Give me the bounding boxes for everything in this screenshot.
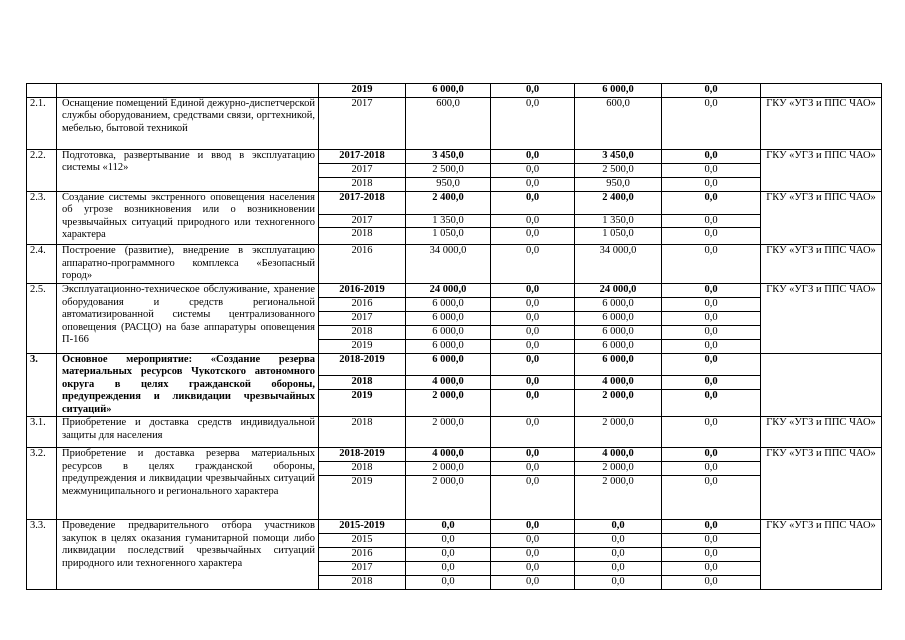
- federal-budget-cell: 0,0: [491, 284, 575, 298]
- local-budget-cell: 0,0: [662, 326, 761, 340]
- district-budget-cell: 600,0: [575, 97, 662, 149]
- local-budget-cell: 0,0: [662, 476, 761, 520]
- year-cell: 2017: [319, 163, 406, 177]
- responsible-organization-cell: ГКУ «УГЗ и ППС ЧАО»: [761, 97, 882, 149]
- local-budget-cell: 0,0: [662, 177, 761, 191]
- federal-budget-cell: 0,0: [491, 326, 575, 340]
- responsible-organization-cell: ГКУ «УГЗ и ППС ЧАО»: [761, 520, 882, 590]
- year-cell: 2019: [319, 389, 406, 416]
- district-budget-cell: 6 000,0: [575, 84, 662, 98]
- total-amount-cell: 6 000,0: [406, 353, 491, 375]
- district-budget-cell: 0,0: [575, 575, 662, 589]
- table-row: [27, 149, 882, 163]
- total-amount-cell: 0,0: [406, 534, 491, 548]
- local-budget-cell: 0,0: [662, 547, 761, 561]
- year-cell: 2018: [319, 417, 406, 448]
- total-amount-cell: 34 000,0: [406, 245, 491, 284]
- local-budget-cell: 0,0: [662, 520, 761, 534]
- local-budget-cell: 0,0: [662, 389, 761, 416]
- district-budget-cell: 34 000,0: [575, 245, 662, 284]
- local-budget-cell: 0,0: [662, 375, 761, 389]
- responsible-organization-cell: ГКУ «УГЗ и ППС ЧАО»: [761, 149, 882, 191]
- total-amount-cell: 6 000,0: [406, 312, 491, 326]
- total-amount-cell: 6 000,0: [406, 84, 491, 98]
- local-budget-cell: 0,0: [662, 534, 761, 548]
- federal-budget-cell: 0,0: [491, 476, 575, 520]
- district-budget-cell: 24 000,0: [575, 284, 662, 298]
- federal-budget-cell: 0,0: [491, 177, 575, 191]
- table-row: [27, 245, 882, 284]
- federal-budget-cell: 0,0: [491, 97, 575, 149]
- federal-budget-cell: 0,0: [491, 417, 575, 448]
- local-budget-cell: 0,0: [662, 97, 761, 149]
- year-cell: 2016-2019: [319, 284, 406, 298]
- federal-budget-cell: 0,0: [491, 534, 575, 548]
- year-cell: 2018: [319, 462, 406, 476]
- year-cell: 2018: [319, 375, 406, 389]
- district-budget-cell: 4 000,0: [575, 375, 662, 389]
- local-budget-cell: 0,0: [662, 340, 761, 354]
- year-cell: 2016: [319, 547, 406, 561]
- federal-budget-cell: 0,0: [491, 298, 575, 312]
- federal-budget-cell: 0,0: [491, 245, 575, 284]
- local-budget-cell: 0,0: [662, 149, 761, 163]
- local-budget-cell: 0,0: [662, 462, 761, 476]
- table-row: [27, 520, 882, 534]
- local-budget-cell: 0,0: [662, 284, 761, 298]
- year-cell: 2018-2019: [319, 448, 406, 462]
- total-amount-cell: 2 000,0: [406, 462, 491, 476]
- year-cell: 2017: [319, 97, 406, 149]
- federal-budget-cell: 0,0: [491, 575, 575, 589]
- federal-budget-cell: 0,0: [491, 228, 575, 245]
- activity-description-cell: Основное мероприятие: «Создание резерва материальных ресурсов Чукотского автономного округа в целях гражданской обороны, предупреждения и ликвидации чрезвычайных ситуаций»: [57, 353, 319, 417]
- federal-budget-cell: 0,0: [491, 340, 575, 354]
- local-budget-cell: 0,0: [662, 214, 761, 228]
- district-budget-cell: 950,0: [575, 177, 662, 191]
- responsible-organization-cell: [761, 353, 882, 417]
- year-cell: 2018-2019: [319, 353, 406, 375]
- year-cell: 2017-2018: [319, 191, 406, 214]
- item-number-cell: 3.2.: [27, 448, 57, 520]
- district-budget-cell: 6 000,0: [575, 340, 662, 354]
- document-page: [26, 83, 881, 590]
- year-cell: 2017: [319, 312, 406, 326]
- federal-budget-cell: 0,0: [491, 375, 575, 389]
- table-row: [27, 284, 882, 298]
- total-amount-cell: 4 000,0: [406, 375, 491, 389]
- district-budget-cell: 0,0: [575, 547, 662, 561]
- federal-budget-cell: 0,0: [491, 448, 575, 462]
- item-number-cell: 3.: [27, 353, 57, 417]
- district-budget-cell: 1 350,0: [575, 214, 662, 228]
- activity-description-cell: Приобретение и доставка средств индивидуальной защиты для населения: [57, 417, 319, 448]
- activity-description-cell: Приобретение и доставка резерва материальных ресурсов в целях гражданской обороны, предупреждения и ликвидации чрезвычайных ситуаций межмуниципального и регионального характера: [57, 448, 319, 520]
- item-number-cell: 2.3.: [27, 191, 57, 245]
- total-amount-cell: 6 000,0: [406, 326, 491, 340]
- total-amount-cell: 2 000,0: [406, 389, 491, 416]
- table-row: [27, 353, 882, 375]
- total-amount-cell: 950,0: [406, 177, 491, 191]
- total-amount-cell: 2 000,0: [406, 417, 491, 448]
- year-cell: 2019: [319, 476, 406, 520]
- year-cell: 2015: [319, 534, 406, 548]
- year-cell: 2016: [319, 298, 406, 312]
- local-budget-cell: 0,0: [662, 448, 761, 462]
- activity-description-cell: Оснащение помещений Единой дежурно-диспетчерской службы оборудованием, средствами связи, оргтехникой, мебелью, бытовой техникой: [57, 97, 319, 149]
- item-number-cell: 3.3.: [27, 520, 57, 590]
- district-budget-cell: 6 000,0: [575, 353, 662, 375]
- federal-budget-cell: 0,0: [491, 191, 575, 214]
- activity-description-cell: Проведение предварительного отбора участников закупок в целях оказания гуманитарной помощи либо ликвидации последствий чрезвычайных ситуаций природного или техногенного характера: [57, 520, 319, 590]
- year-cell: 2018: [319, 326, 406, 340]
- local-budget-cell: 0,0: [662, 417, 761, 448]
- total-amount-cell: 6 000,0: [406, 298, 491, 312]
- district-budget-cell: 6 000,0: [575, 326, 662, 340]
- responsible-organization-cell: ГКУ «УГЗ и ППС ЧАО»: [761, 417, 882, 448]
- item-number-cell: [27, 84, 57, 98]
- district-budget-cell: 6 000,0: [575, 298, 662, 312]
- total-amount-cell: 4 000,0: [406, 448, 491, 462]
- activity-description-cell: Эксплуатационно-техническое обслуживание, хранение оборудования и средств региональной автоматизированной системы централизованного оповещения (РАСЦО) на базе аппаратуры оповещения П-166: [57, 284, 319, 354]
- local-budget-cell: 0,0: [662, 228, 761, 245]
- district-budget-cell: 0,0: [575, 534, 662, 548]
- federal-budget-cell: 0,0: [491, 149, 575, 163]
- activity-description-cell: Построение (развитие), внедрение в эксплуатацию аппаратно-программного комплекса «Безопасный город»: [57, 245, 319, 284]
- item-number-cell: 2.5.: [27, 284, 57, 354]
- local-budget-cell: 0,0: [662, 84, 761, 98]
- year-cell: 2017-2018: [319, 149, 406, 163]
- district-budget-cell: 6 000,0: [575, 312, 662, 326]
- district-budget-cell: 2 000,0: [575, 476, 662, 520]
- federal-budget-cell: 0,0: [491, 389, 575, 416]
- item-number-cell: 3.1.: [27, 417, 57, 448]
- local-budget-cell: 0,0: [662, 312, 761, 326]
- responsible-organization-cell: ГКУ «УГЗ и ППС ЧАО»: [761, 245, 882, 284]
- year-cell: 2015-2019: [319, 520, 406, 534]
- federal-budget-cell: 0,0: [491, 353, 575, 375]
- year-cell: 2019: [319, 84, 406, 98]
- table-row: [27, 191, 882, 214]
- federal-budget-cell: 0,0: [491, 84, 575, 98]
- local-budget-cell: 0,0: [662, 191, 761, 214]
- federal-budget-cell: 0,0: [491, 520, 575, 534]
- local-budget-cell: 0,0: [662, 163, 761, 177]
- total-amount-cell: 2 000,0: [406, 476, 491, 520]
- federal-budget-cell: 0,0: [491, 547, 575, 561]
- local-budget-cell: 0,0: [662, 561, 761, 575]
- item-number-cell: 2.2.: [27, 149, 57, 191]
- item-number-cell: 2.1.: [27, 97, 57, 149]
- item-number-cell: 2.4.: [27, 245, 57, 284]
- total-amount-cell: 0,0: [406, 575, 491, 589]
- district-budget-cell: 0,0: [575, 520, 662, 534]
- activity-description-cell: Создание системы экстренного оповещения населения об угрозе возникновения или о возникновении чрезвычайных ситуаций природного или техногенного характера: [57, 191, 319, 245]
- total-amount-cell: 1 050,0: [406, 228, 491, 245]
- district-budget-cell: 2 500,0: [575, 163, 662, 177]
- table-row: [27, 84, 882, 98]
- responsible-organization-cell: [761, 84, 882, 98]
- district-budget-cell: 4 000,0: [575, 448, 662, 462]
- program-activities-table: [26, 83, 882, 590]
- local-budget-cell: 0,0: [662, 353, 761, 375]
- district-budget-cell: 2 000,0: [575, 417, 662, 448]
- total-amount-cell: 6 000,0: [406, 340, 491, 354]
- activity-description-cell: Подготовка, развертывание и ввод в эксплуатацию системы «112»: [57, 149, 319, 191]
- total-amount-cell: 2 500,0: [406, 163, 491, 177]
- district-budget-cell: 2 000,0: [575, 389, 662, 416]
- district-budget-cell: 1 050,0: [575, 228, 662, 245]
- year-cell: 2019: [319, 340, 406, 354]
- local-budget-cell: 0,0: [662, 298, 761, 312]
- total-amount-cell: 0,0: [406, 547, 491, 561]
- table-row: [27, 417, 882, 448]
- total-amount-cell: 600,0: [406, 97, 491, 149]
- responsible-organization-cell: ГКУ «УГЗ и ППС ЧАО»: [761, 284, 882, 354]
- federal-budget-cell: 0,0: [491, 312, 575, 326]
- local-budget-cell: 0,0: [662, 575, 761, 589]
- responsible-organization-cell: ГКУ «УГЗ и ППС ЧАО»: [761, 448, 882, 520]
- year-cell: 2018: [319, 177, 406, 191]
- district-budget-cell: 0,0: [575, 561, 662, 575]
- total-amount-cell: 3 450,0: [406, 149, 491, 163]
- total-amount-cell: 24 000,0: [406, 284, 491, 298]
- federal-budget-cell: 0,0: [491, 462, 575, 476]
- table-row: [27, 448, 882, 462]
- district-budget-cell: 2 400,0: [575, 191, 662, 214]
- year-cell: 2016: [319, 245, 406, 284]
- federal-budget-cell: 0,0: [491, 214, 575, 228]
- activity-description-cell: [57, 84, 319, 98]
- year-cell: 2017: [319, 561, 406, 575]
- district-budget-cell: 2 000,0: [575, 462, 662, 476]
- federal-budget-cell: 0,0: [491, 561, 575, 575]
- local-budget-cell: 0,0: [662, 245, 761, 284]
- year-cell: 2018: [319, 228, 406, 245]
- total-amount-cell: 1 350,0: [406, 214, 491, 228]
- total-amount-cell: 0,0: [406, 520, 491, 534]
- table-row: [27, 97, 882, 149]
- district-budget-cell: 3 450,0: [575, 149, 662, 163]
- total-amount-cell: 2 400,0: [406, 191, 491, 214]
- total-amount-cell: 0,0: [406, 561, 491, 575]
- federal-budget-cell: 0,0: [491, 163, 575, 177]
- year-cell: 2018: [319, 575, 406, 589]
- responsible-organization-cell: ГКУ «УГЗ и ППС ЧАО»: [761, 191, 882, 245]
- year-cell: 2017: [319, 214, 406, 228]
